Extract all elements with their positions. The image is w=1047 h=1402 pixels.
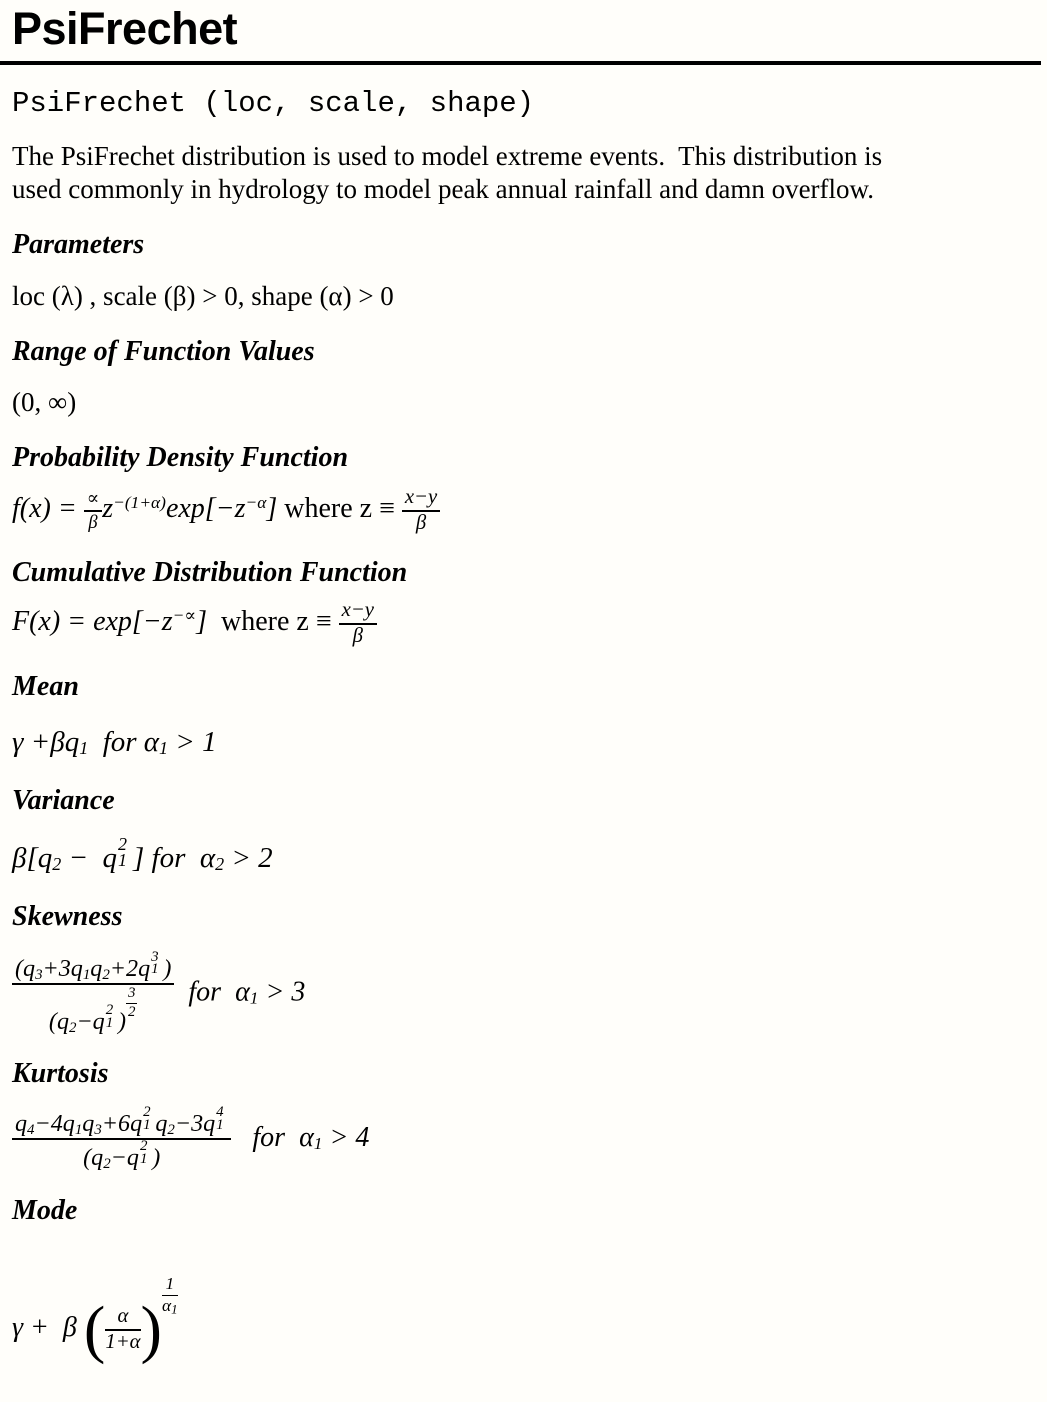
heading-probability-density-function: Probability Density Function <box>12 442 349 474</box>
fraction-numerator: $q_4-4q_1q_3+6q$ 2 1 $q_2-3q$ 4 1 <box>12 1107 231 1140</box>
math-token: where z ≡ <box>277 493 402 525</box>
math-token: β[q <box>12 841 53 874</box>
fraction-numerator: ∝ <box>84 489 103 511</box>
variance-formula <box>12 834 1035 878</box>
math-token: q <box>102 841 118 874</box>
fraction-numerator: x−y <box>402 487 440 512</box>
condition-text: for α <box>174 975 250 1007</box>
heading-variance: Variance <box>12 785 115 817</box>
sub-sup-stack: 2 1 <box>118 834 128 870</box>
fraction-denominator: ($q_2-q$ 2 1 ) <box>83 1138 161 1173</box>
math-exponent: −(1+α) <box>113 493 166 513</box>
math-token: ] <box>196 606 207 638</box>
heading-mode: Mode <box>12 1194 78 1226</box>
fraction-numerator: x−y <box>339 600 377 625</box>
math-token: ] <box>266 493 278 525</box>
fraction-numerator: α <box>105 1306 140 1331</box>
heading-skewness: Skewness <box>12 901 123 933</box>
mean-formula <box>12 723 1035 762</box>
math-subscript: 1 <box>159 738 168 759</box>
heading-range-of-function-values: Range of Function Values <box>12 335 315 367</box>
fraction-denominator: β <box>88 511 98 532</box>
page-title: PsiFrechet <box>12 3 238 54</box>
sub-sup-stack: 2 1 <box>143 1103 151 1133</box>
mode-inner-fraction <box>105 1306 140 1354</box>
math-token: ] <box>132 841 152 874</box>
condition-text: for α <box>88 726 160 759</box>
skewness-fraction <box>12 948 174 1036</box>
heading-kurtosis: Kurtosis <box>12 1058 109 1090</box>
math-token: γ +βq <box>12 726 80 759</box>
range-text: (0, ∞) <box>12 387 77 418</box>
math-token: where z ≡ <box>207 606 339 638</box>
fraction-exponent: $\frac{3}{2}$ <box>128 984 136 1020</box>
open-parenthesis: ( <box>83 1294 106 1366</box>
skewness-formula <box>12 948 1035 1036</box>
sub-sup-stack: 4 1 <box>216 1103 224 1133</box>
math-token: − <box>61 841 103 874</box>
math-token: F(x) = exp[−z <box>12 606 173 638</box>
condition-text: for α <box>151 841 216 874</box>
fraction-alpha-over-beta <box>84 489 103 532</box>
description-line: The PsiFrechet distribution is used to model extreme events. This distribution is <box>12 141 883 172</box>
mode-formula <box>12 1274 1035 1366</box>
close-parenthesis: ) <box>140 1294 162 1366</box>
fraction-denominator: β <box>415 511 427 534</box>
mode-exponent: $\frac{1}{\alpha_1}$ <box>162 1274 178 1316</box>
sub-sup-stack: 2 1 <box>105 1001 114 1031</box>
description-paragraph <box>12 140 1035 206</box>
math-token: z <box>102 493 114 525</box>
kurtosis-fraction <box>12 1103 231 1173</box>
math-token: f(x) = <box>12 493 84 525</box>
fraction-denominator: 1+α <box>105 1331 141 1354</box>
condition-text: > 3 <box>258 975 306 1007</box>
math-subscript: 2 <box>215 854 225 875</box>
heading-mean: Mean <box>12 670 79 702</box>
math-exponent: −α <box>245 493 267 513</box>
condition-text: > 4 <box>322 1121 370 1153</box>
fraction-numerator: ($q_3+3q_1q_2+2q$ 3 1 ) <box>12 952 174 985</box>
parameters-text: loc (λ) , scale (β) > 0, shape (α) > 0 <box>12 280 394 311</box>
math-token: exp[−z <box>165 493 246 525</box>
pdf-formula <box>12 487 1035 535</box>
fraction-denominator: ($q_2-q$ 2 1 ) $\frac{3}{2}$ <box>48 984 136 1036</box>
heading-parameters: Parameters <box>12 229 145 261</box>
condition-text: for α <box>231 1121 314 1153</box>
math-subscript: 1 <box>79 738 89 759</box>
math-subscript: 1 <box>249 988 259 1008</box>
cdf-formula <box>12 600 1035 648</box>
math-exponent: −∝ <box>172 606 197 626</box>
sub-sup-stack: 3 1 <box>151 948 159 978</box>
math-subscript: 2 <box>52 854 62 875</box>
title-divider <box>0 61 1041 65</box>
condition-text: > 1 <box>168 726 217 759</box>
condition-text: > 2 <box>224 841 273 874</box>
description-line: used commonly in hydrology to model peak annual rainfall and damn overflow. <box>12 174 875 205</box>
math-token: γ + β <box>12 1312 84 1344</box>
math-subscript: 1 <box>313 1133 323 1153</box>
kurtosis-formula <box>12 1103 1035 1173</box>
heading-cumulative-distribution-function: Cumulative Distribution Function <box>12 557 408 589</box>
fraction-denominator: β <box>352 624 363 647</box>
sub-sup-stack: 2 1 <box>139 1138 148 1167</box>
function-signature: PsiFrechet (loc, scale, shape) <box>12 87 535 121</box>
fraction-z-definition <box>339 600 377 648</box>
fraction-z-definition <box>402 487 440 535</box>
